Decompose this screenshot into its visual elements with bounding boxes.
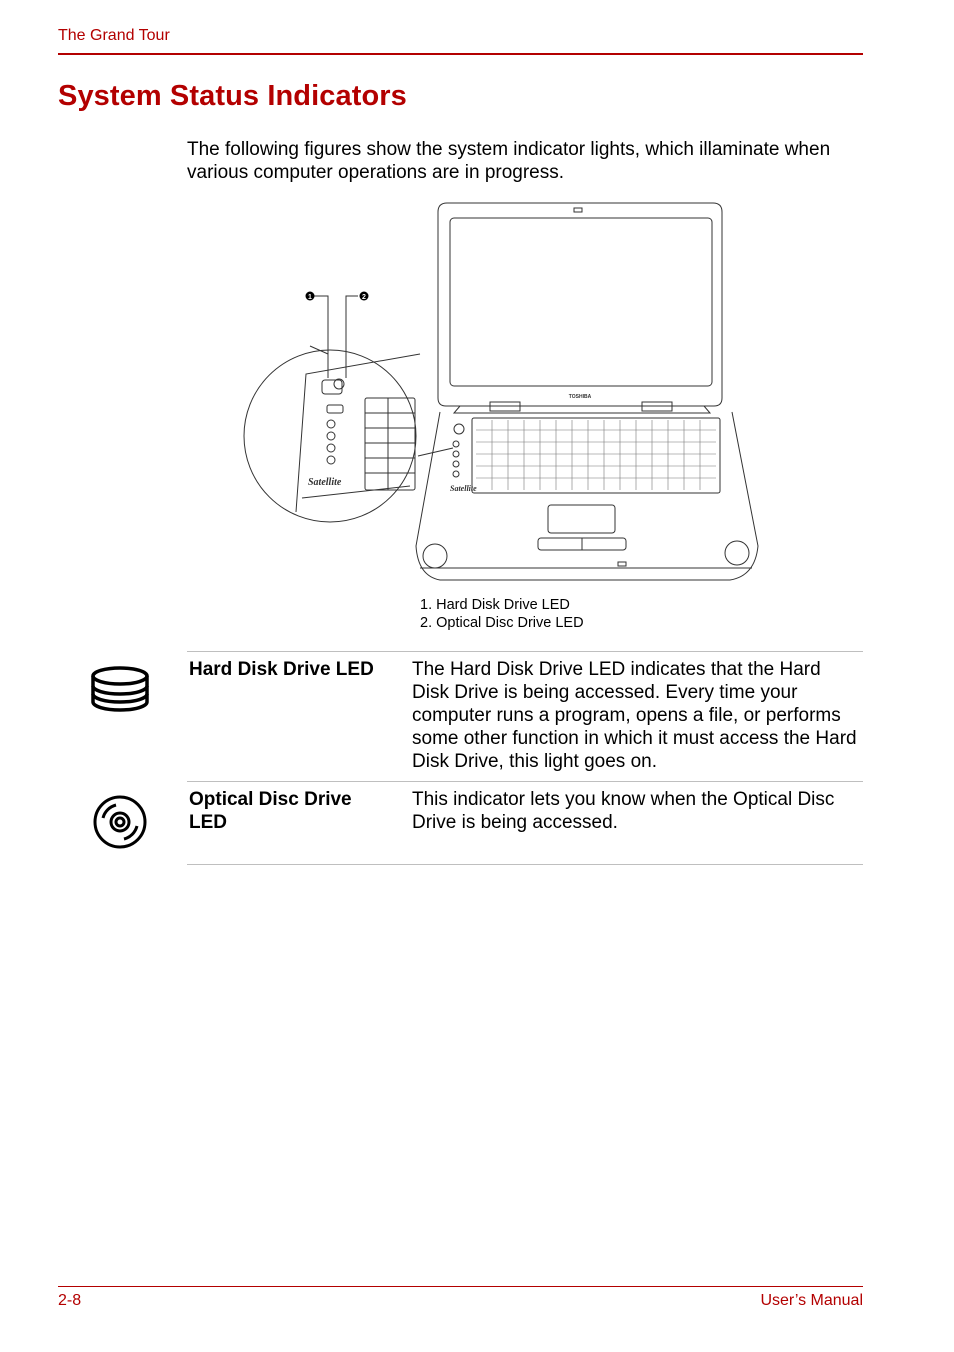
- footer-rule: [58, 1286, 863, 1287]
- indicator-term: Hard Disk Drive LED: [189, 659, 374, 680]
- caption-item: 2. Optical Disc Drive LED: [420, 615, 584, 631]
- page-title: System Status Indicators: [58, 80, 407, 112]
- magnifier-logo: Satellite: [308, 477, 342, 488]
- hard-disk-drive-icon: [89, 664, 151, 714]
- brand-label: TOSHIBA: [568, 394, 592, 400]
- indicator-description: This indicator lets you know when the Optical Disc Drive is being accessed.: [412, 789, 835, 833]
- intro-paragraph: The following figures show the system indicator lights, which illaminate when various computer operations are in progress.: [187, 139, 831, 183]
- optical-disc-icon: [89, 794, 151, 850]
- page-number: 2-8: [58, 1292, 82, 1309]
- header-rule: [58, 53, 863, 55]
- caption-item: 1. Hard Disk Drive LED: [420, 597, 570, 613]
- manual-title: User’s Manual: [760, 1292, 863, 1309]
- table-row: [187, 781, 863, 865]
- running-header: The Grand Tour: [58, 27, 170, 44]
- table-row: [187, 651, 863, 781]
- callout-2-label: 2: [362, 294, 366, 301]
- figure-captions: [420, 596, 584, 632]
- laptop-logo: Satellite: [450, 484, 477, 493]
- indicator-table: [187, 651, 863, 865]
- callout-1-label: 1: [308, 294, 312, 301]
- laptop-illustration: [240, 198, 770, 588]
- indicator-description: The Hard Disk Drive LED indicates that the Hard Disk Drive is being accessed. Every time your computer runs a program, opens a file, or performs some other function in which it must access the Hard Disk Drive, this light goes on.: [412, 659, 857, 772]
- indicator-term: Optical Disc Drive LED: [189, 789, 352, 833]
